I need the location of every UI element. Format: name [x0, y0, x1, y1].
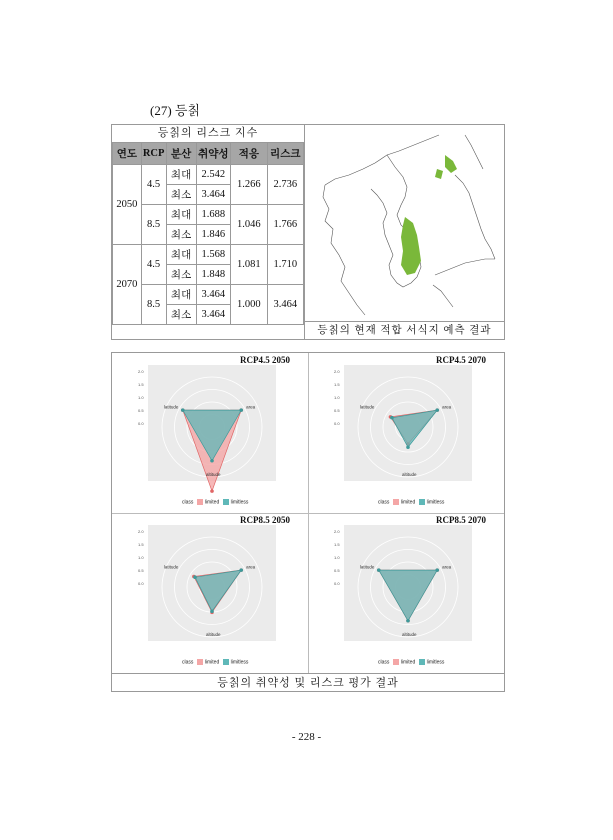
axis-label-area: area	[442, 404, 452, 410]
rcp-cell: 4.5	[141, 165, 166, 205]
legend-limitless: limitless	[426, 499, 445, 506]
table-row	[113, 165, 304, 185]
vulnerability-cell: 3.464	[196, 185, 231, 205]
y-tick-label: 2.0	[138, 369, 144, 374]
legend-limited: limited	[400, 659, 416, 666]
vulnerability-cell: 1.848	[196, 265, 231, 285]
habitat-area	[401, 155, 457, 275]
rcp-cell: 8.5	[141, 285, 166, 325]
legend-swatch-limited	[393, 659, 399, 665]
axis-label-area: area	[442, 564, 452, 570]
axis-label-altitude: altitude	[206, 472, 221, 478]
habitat-map	[305, 125, 504, 321]
risk-table	[112, 142, 304, 325]
dispersal-cell: 최소	[166, 225, 196, 245]
y-tick-label: 0.0	[138, 581, 144, 586]
data-point	[390, 416, 394, 420]
legend-swatch-limitless	[419, 659, 425, 665]
adaptation-cell: 1.266	[231, 165, 267, 205]
bottom-caption: 등칡의 취약성 및 리스크 평가 결과	[112, 673, 504, 692]
section-heading: (27) 등칡	[150, 103, 201, 118]
y-tick-label: 0.0	[334, 421, 340, 426]
axis-label-altitude: altitude	[402, 472, 417, 478]
radar-panel-3	[112, 513, 309, 674]
data-point	[239, 568, 243, 572]
vulnerability-cell: 2.542	[196, 165, 231, 185]
header-adaptation: 적응	[231, 143, 267, 165]
legend-limited: limited	[204, 499, 220, 506]
y-tick-label: 0.5	[334, 408, 340, 413]
axis-label-area: area	[246, 564, 256, 570]
dispersal-cell: 최소	[166, 185, 196, 205]
legend-limitless: limitless	[230, 499, 249, 506]
radar-charts-block	[111, 352, 505, 692]
y-tick-label: 2.0	[138, 529, 144, 534]
chart-legend	[378, 499, 444, 505]
dispersal-cell: 최대	[166, 285, 196, 305]
legend-swatch-limited	[197, 659, 203, 665]
radar-chart	[112, 361, 308, 501]
legend-swatch-limitless	[223, 659, 229, 665]
header-risk: 리스크	[267, 143, 303, 165]
table-row	[113, 245, 304, 265]
data-point	[181, 408, 185, 412]
header-rcp: RCP	[141, 143, 166, 165]
y-tick-label: 1.5	[334, 382, 340, 387]
year-cell: 2050	[113, 165, 142, 245]
rcp-cell: 8.5	[141, 205, 166, 245]
table-title: 등칡의 리스크 지수	[157, 127, 259, 139]
dispersal-cell: 최소	[166, 265, 196, 285]
header-vulnerability: 취약성	[196, 143, 231, 165]
risk-index-block	[111, 124, 505, 340]
chart-legend	[378, 659, 444, 665]
y-tick-label: 1.5	[334, 542, 340, 547]
y-tick-label: 2.0	[334, 369, 340, 374]
y-tick-label: 1.0	[334, 395, 340, 400]
data-point	[377, 568, 381, 572]
chart-title: RCP8.5 2070	[436, 515, 486, 525]
risk-cell: 2.736	[267, 165, 303, 205]
data-point	[435, 408, 439, 412]
legend-limitless: limitless	[230, 659, 249, 666]
adaptation-cell: 1.046	[231, 205, 267, 245]
page-number: - 228 -	[291, 731, 322, 743]
data-point	[406, 619, 410, 623]
y-tick-label: 0.0	[334, 581, 340, 586]
adaptation-cell: 1.081	[231, 245, 267, 285]
risk-cell: 3.464	[267, 285, 303, 325]
legend-limited: limited	[400, 499, 416, 506]
radar-panel-1	[112, 353, 309, 514]
risk-cell: 1.710	[267, 245, 303, 285]
axis-label-latitude: latitude	[359, 404, 375, 410]
axis-label-latitude: latitude	[359, 564, 375, 570]
header-year: 연도	[113, 143, 142, 165]
y-tick-label: 0.5	[138, 408, 144, 413]
legend-swatch-limited	[197, 499, 203, 505]
dispersal-cell: 최대	[166, 205, 196, 225]
legend-swatch-limitless	[223, 499, 229, 505]
dispersal-cell: 최소	[166, 305, 196, 325]
data-point	[193, 575, 197, 579]
dispersal-cell: 최대	[166, 245, 196, 265]
data-point	[210, 610, 214, 614]
legend-limitless: limitless	[426, 659, 445, 666]
y-tick-label: 2.0	[334, 529, 340, 534]
y-tick-label: 1.0	[334, 555, 340, 560]
data-point	[210, 489, 214, 493]
chart-legend	[182, 499, 248, 505]
legend-title: class	[182, 659, 194, 666]
vulnerability-cell: 3.464	[196, 285, 231, 305]
vulnerability-cell: 1.688	[196, 205, 231, 225]
y-tick-label: 1.0	[138, 395, 144, 400]
radar-chart	[112, 521, 308, 661]
year-cell: 2070	[113, 245, 142, 325]
data-point	[406, 445, 410, 449]
legend-title: class	[378, 499, 390, 506]
vulnerability-cell: 1.568	[196, 245, 231, 265]
table-row	[113, 285, 304, 305]
radar-chart	[308, 361, 504, 501]
adaptation-cell: 1.000	[231, 285, 267, 325]
risk-table-area	[112, 125, 305, 339]
radar-chart	[308, 521, 504, 661]
rcp-cell: 4.5	[141, 245, 166, 285]
legend-swatch-limitless	[419, 499, 425, 505]
table-header-row	[113, 143, 304, 165]
y-tick-label: 0.5	[138, 568, 144, 573]
y-tick-label: 0.0	[138, 421, 144, 426]
y-tick-label: 1.5	[138, 542, 144, 547]
legend-limited: limited	[204, 659, 220, 666]
data-point	[239, 408, 243, 412]
legend-title: class	[378, 659, 390, 666]
map-caption: 등칡의 현재 적합 서식지 예측 결과	[305, 321, 504, 340]
legend-swatch-limited	[393, 499, 399, 505]
header-dispersal: 분산	[166, 143, 196, 165]
y-tick-label: 0.5	[334, 568, 340, 573]
axis-label-area: area	[246, 404, 256, 410]
table-row	[113, 205, 304, 225]
legend-title: class	[182, 499, 194, 506]
y-tick-label: 1.0	[138, 555, 144, 560]
radar-panel-4	[308, 513, 504, 674]
chart-title: RCP4.5 2050	[240, 355, 290, 365]
vulnerability-cell: 3.464	[196, 305, 231, 325]
axis-label-latitude: latitude	[163, 564, 179, 570]
chart-title: RCP8.5 2050	[240, 515, 290, 525]
axis-label-altitude: altitude	[402, 632, 417, 638]
axis-label-altitude: altitude	[206, 632, 221, 638]
axis-label-latitude: latitude	[163, 404, 179, 410]
y-tick-label: 1.5	[138, 382, 144, 387]
data-point	[435, 568, 439, 572]
dispersal-cell: 최대	[166, 165, 196, 185]
chart-title: RCP4.5 2070	[436, 355, 486, 365]
chart-legend	[182, 659, 248, 665]
risk-cell: 1.766	[267, 205, 303, 245]
korea-map-svg	[305, 125, 504, 321]
vulnerability-cell: 1.846	[196, 225, 231, 245]
radar-panel-2	[308, 353, 504, 514]
data-point	[210, 459, 214, 463]
